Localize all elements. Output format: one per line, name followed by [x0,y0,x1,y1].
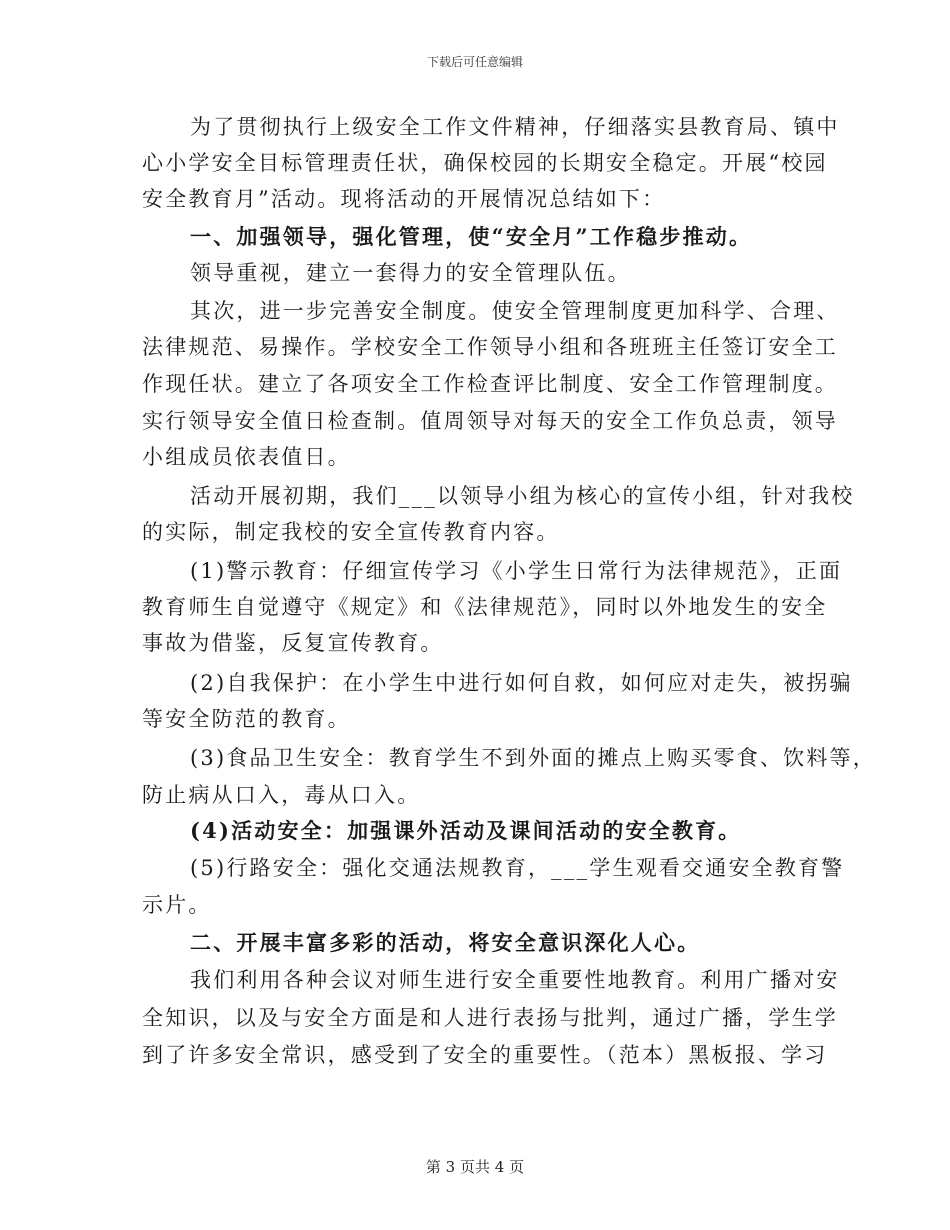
paragraph-line: (3)食品卫生安全：教育学生不到外面的摊点上购买零食、饮料等， [190,746,876,770]
paragraph-line: 小组成员依表值日。 [142,445,351,469]
paragraph-line: 示片。 [142,893,212,917]
paragraph-line: 我们利用各种会议对师生进行安全重要性地教育。利用广播对安 [190,968,840,992]
paragraph-line: 领导重视，建立一套得力的安全管理队伍。 [190,261,631,285]
paragraph-line: 为了贯彻执行上级安全工作文件精神，仔细落实县教育局、镇中 [190,115,840,139]
paragraph-line: 的实际，制定我校的安全宣传教育内容。 [142,520,560,544]
paragraph-line: 全知识，以及与安全方面是和人进行表扬与批判，通过广播，学生学 [142,1006,838,1030]
paragraph-line: 活动开展初期，我们___以领导小组为核心的宣传小组，针对我校 [190,484,855,508]
paragraph-line: (2)自我保护：在小学生中进行如何自救，如何应对走失，被拐骗 [190,671,853,695]
paragraph-line: 事故为借鉴，反复宣传教育。 [142,631,444,655]
paragraph-line: 安全教育月”活动。现将活动的开展情况总结如下： [142,187,666,211]
section-heading: 二、开展丰富多彩的活动，将安全意识深化人心。 [190,930,701,955]
paragraph-line: 等安全防范的教育。 [142,707,351,731]
paragraph-line: (5)行路安全：强化交通法规教育，___学生观看交通安全教育警 [190,856,845,880]
paragraph-line: 心小学安全目标管理责任状，确保校园的长期安全稳定。开展“校园 [142,151,828,175]
paragraph-line: 作现任状。建立了各项安全工作检查评比制度、安全工作管理制度。 [142,372,838,396]
paragraph-line: (1)警示教育：仔细宣传学习《小学生日常行为法律规范》，正面 [190,559,843,583]
paragraph-line: 法律规范、易操作。学校安全工作领导小组和各班班主任签订安全工 [142,335,838,359]
page-header: 下载后可任意编辑 [426,55,523,69]
paragraph-line: (4)活动安全：加强课外活动及课间活动的安全教育。 [190,818,742,843]
section-heading: 一、加强领导，强化管理，使“安全月”工作稳步推动。 [190,224,753,249]
paragraph-line: 到了许多安全常识，感受到了安全的重要性。（范本）黑板报、学习 [142,1043,828,1067]
paragraph-line: 防止病从口入，毒从口入。 [142,783,421,807]
paragraph-line: 其次，进一步完善安全制度。使安全管理制度更加科学、合理、 [190,299,840,323]
page-footer: 第 3 页共 4 页 [425,1158,525,1176]
paragraph-line: 实行领导安全值日检查制。值周领导对每天的安全工作负总责，领导 [142,409,838,433]
paragraph-line: 教育师生自觉遵守《规定》和《法律规范》，同时以外地发生的安全 [142,595,828,619]
